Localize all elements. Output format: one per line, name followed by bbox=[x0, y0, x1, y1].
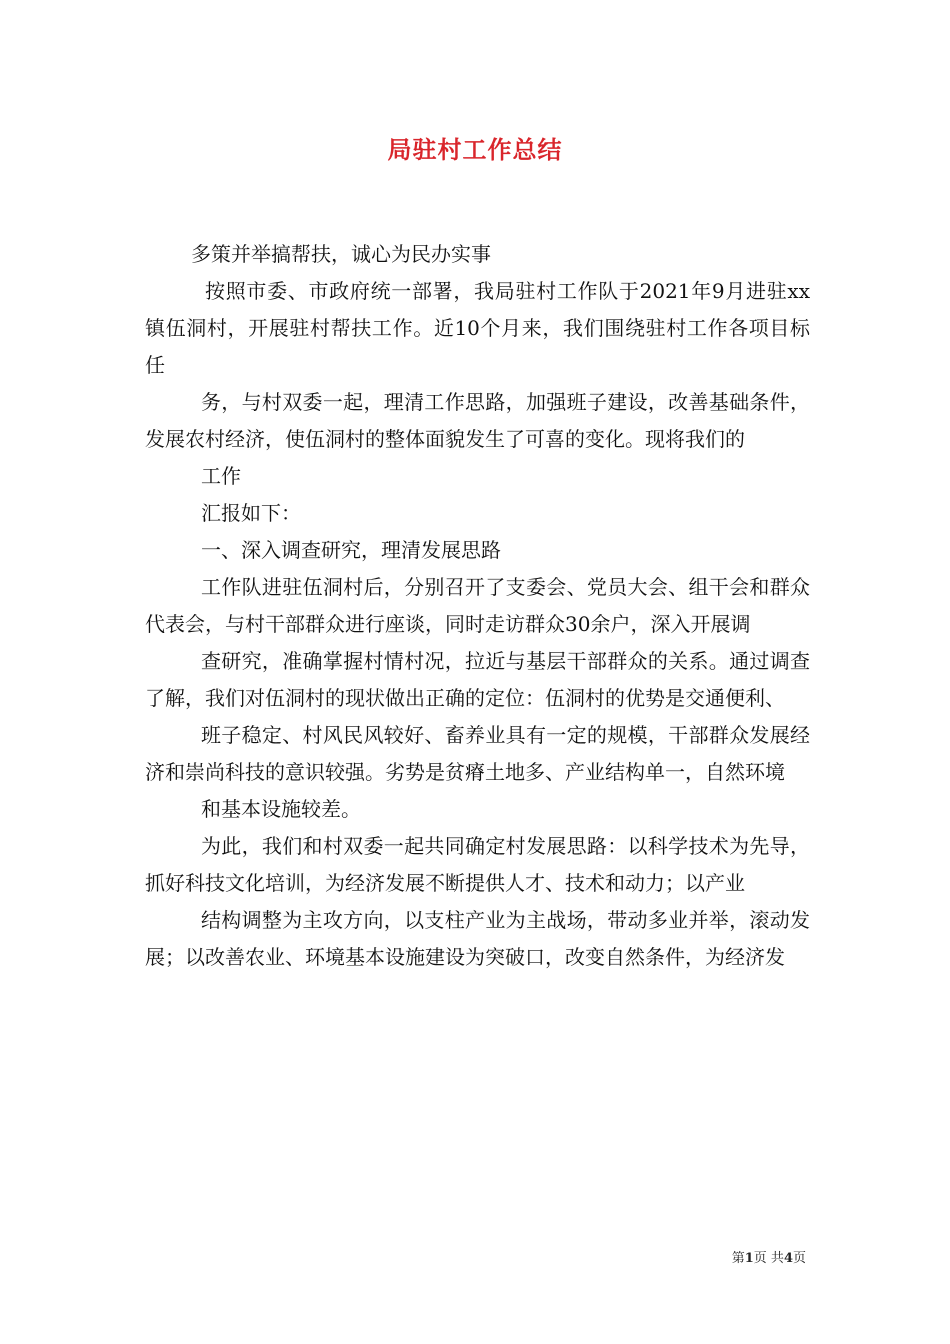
paragraph: 汇报如下： bbox=[201, 501, 301, 525]
paragraph-subtitle: 多策并举搞帮扶，诚心为民办实事 bbox=[191, 242, 491, 266]
document-title: 局驻村工作总结 bbox=[387, 136, 563, 164]
paragraph: 为此，我们和村双委一起共同确定村发展思路：以科学技术为先导，抓好科技文化培训，为经济发展不断提供人才、技术和动力；以产业 bbox=[145, 834, 810, 895]
paragraph: 和基本设施较差。 bbox=[201, 797, 361, 821]
paragraph: 务，与村双委一起，理清工作思路，加强班子建设，改善基础条件，发展农村经济，使伍洞村的整体面貌发生了可喜的变化。现将我们的 bbox=[145, 390, 810, 451]
paragraph: 按照市委、市政府统一部署，我局驻村工作队于2021年9月进驻xx镇伍洞村，开展驻村帮扶工作。近10个月来，我们围绕驻村工作各项目标任 bbox=[145, 279, 810, 377]
current-page-number: 1 bbox=[744, 1251, 754, 1266]
page-footer bbox=[732, 1247, 806, 1266]
footer-middle: 页 共 bbox=[753, 1251, 784, 1266]
document-body bbox=[145, 236, 810, 976]
paragraph: 结构调整为主攻方向，以支柱产业为主战场，带动多业并举，滚动发展；以改善农业、环境基本设施建设为突破口，改变自然条件，为经济发 bbox=[145, 908, 810, 969]
footer-suffix: 页 bbox=[792, 1251, 806, 1266]
paragraph: 工作 bbox=[201, 464, 241, 488]
footer-prefix: 第 bbox=[731, 1251, 745, 1266]
paragraph: 查研究，准确掌握村情村况，拉近与基层干部群众的关系。通过调查了解，我们对伍洞村的现状做出正确的定位：伍洞村的优势是交通便利、 bbox=[145, 649, 810, 710]
section-heading: 一、深入调查研究，理清发展思路 bbox=[201, 538, 501, 562]
paragraph: 工作队进驻伍洞村后，分别召开了支委会、党员大会、组干会和群众代表会，与村干部群众进行座谈，同时走访群众30余户，深入开展调 bbox=[145, 575, 810, 636]
total-page-count: 4 bbox=[783, 1251, 793, 1266]
paragraph: 班子稳定、村风民风较好、畜养业具有一定的规模，干部群众发展经济和崇尚科技的意识较强。劣势是贫瘠土地多、产业结构单一，自然环境 bbox=[145, 723, 810, 784]
